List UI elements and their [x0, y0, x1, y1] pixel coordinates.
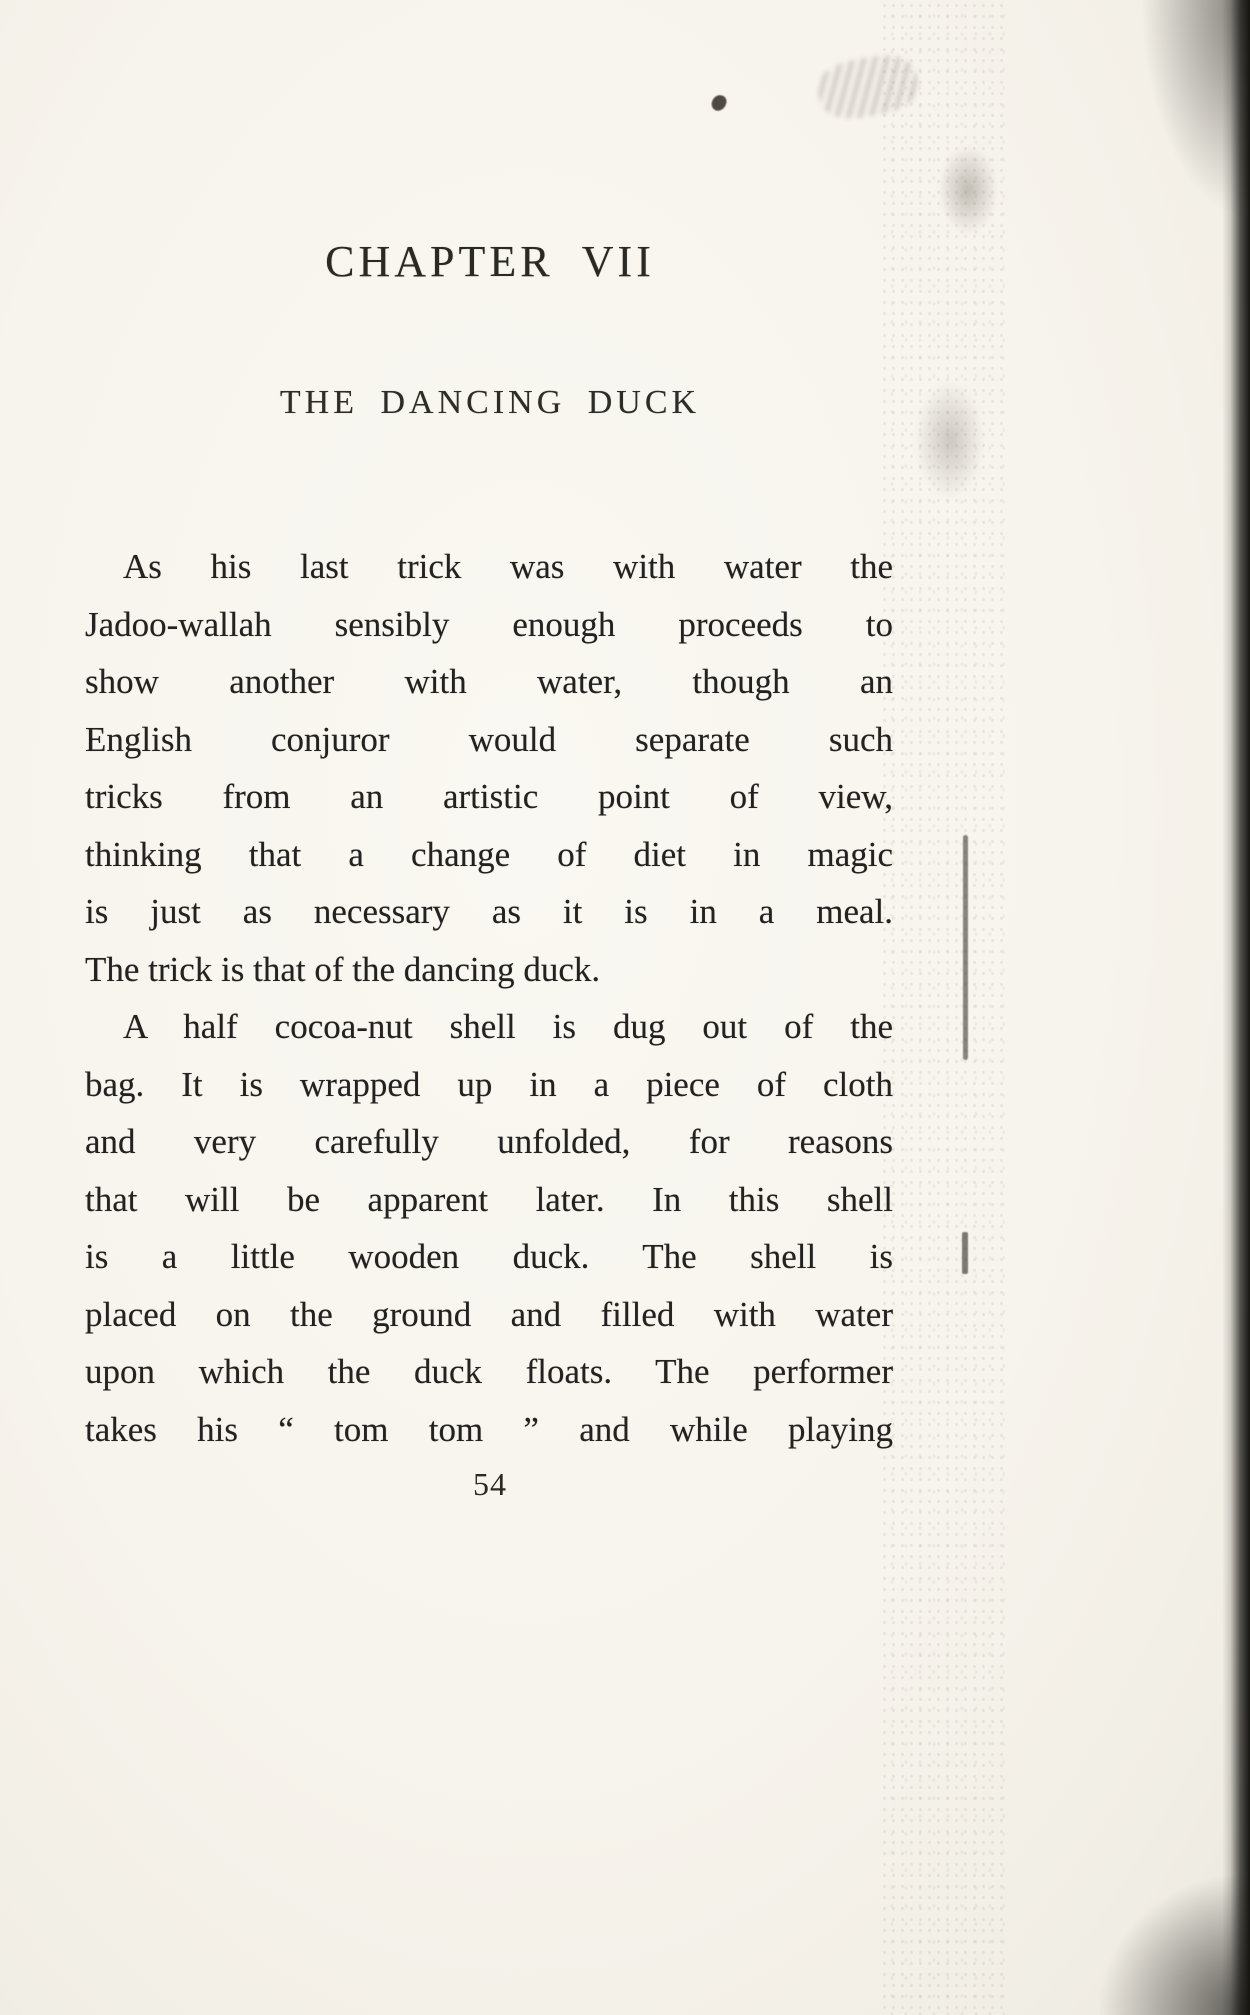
text-line: thinking that a change of diet in magic: [85, 834, 893, 874]
text-line: and very carefully unfolded, for reasons: [85, 1122, 893, 1161]
ink-blot: [710, 93, 728, 113]
text-line: tricks from an artistic point of view,: [85, 777, 893, 816]
scan-speck: [938, 145, 998, 235]
text-line: bag. It is wrapped up in a piece of cloth: [85, 1064, 893, 1104]
text-line: Jadoo-wallah sensibly enough proceeds to: [85, 604, 893, 644]
text-line: that will be apparent later. In this shell: [85, 1179, 893, 1219]
chapter-heading: CHAPTER VII: [325, 237, 655, 286]
scan-line-artifact: [963, 835, 968, 1060]
text-line: show another with water, though an: [85, 662, 893, 701]
text-line: is just as necessary as it is in a meal.: [85, 892, 893, 931]
scan-speck: [915, 380, 985, 500]
paragraph-2: [85, 998, 893, 1458]
text-line: is a little wooden duck. The shell is: [85, 1237, 893, 1276]
text-line: The trick is that of the dancing duck.: [85, 949, 601, 989]
section-title: THE DANCING DUCK: [279, 384, 701, 421]
text-line: A half cocoa-nut shell is dug out of the: [123, 1007, 893, 1046]
body-text: [85, 538, 893, 1458]
scan-line-artifact: [962, 1232, 968, 1274]
text-line: English conjuror would separate such: [85, 719, 893, 759]
scan-edge-shadow: [1222, 0, 1250, 2015]
text-line: upon which the duck floats. The performer: [85, 1352, 893, 1391]
page-number: 54: [473, 1466, 507, 1502]
paragraph-1: [85, 538, 893, 998]
text-line: takes his “ tom tom ” and while playing: [85, 1409, 893, 1449]
text-line: As his last trick was with water the: [123, 547, 893, 586]
scan-grain-texture: [880, 0, 1005, 2015]
text-line: placed on the ground and filled with water: [85, 1294, 893, 1334]
